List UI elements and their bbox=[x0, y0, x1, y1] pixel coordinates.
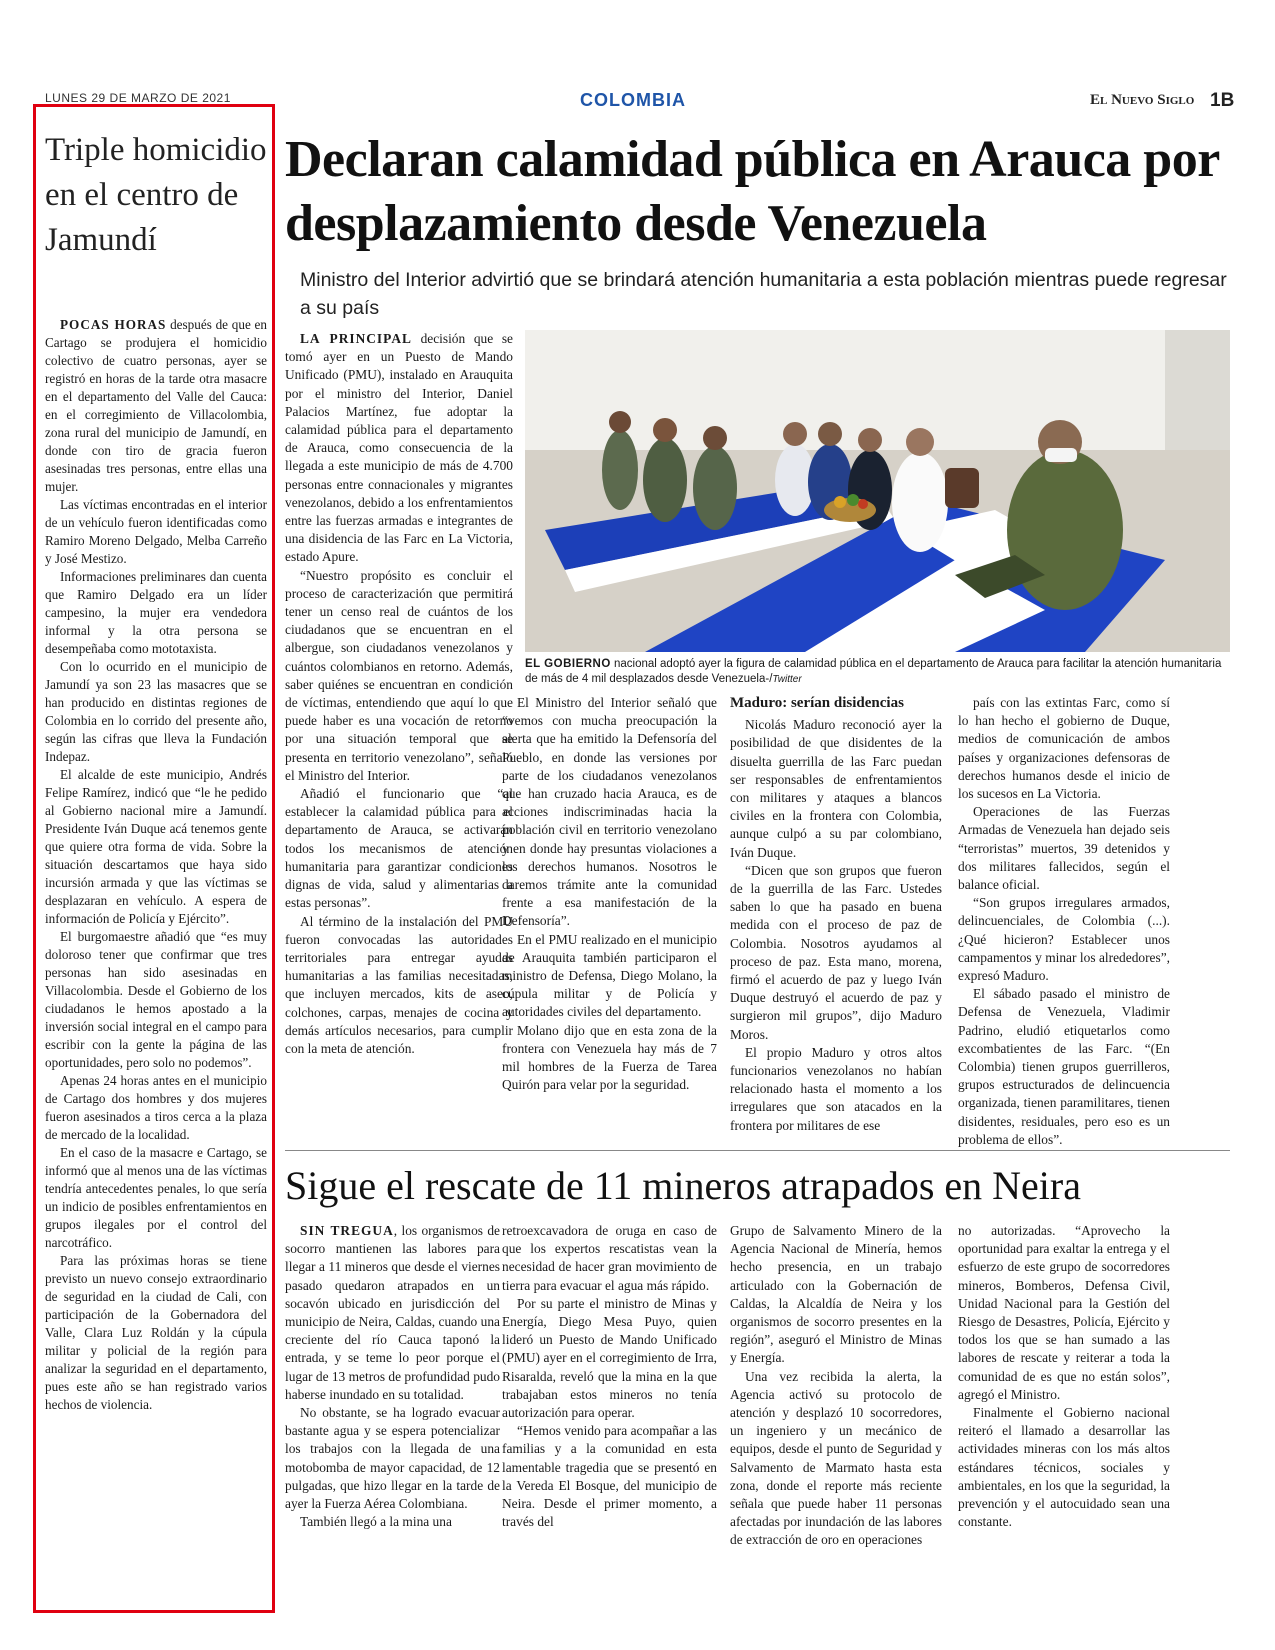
publication-name: El Nuevo Siglo bbox=[1090, 92, 1195, 108]
paragraph: Informaciones preliminares dan cuenta que Ramiro Delgado era un líder campesino, la mujer era vendedora informal y la otra persona se desempeñaba como mototaxista. bbox=[45, 569, 267, 656]
paragraph: En el caso de la masacre e Cartago, se informó que al menos una de las víctimas tendría antecedentes penales, lo que sería un indicio de posibles enfrentamientos en grupos ilegales por el control del narcotráfico. bbox=[45, 1145, 267, 1250]
meeting-photo-illustration bbox=[525, 330, 1230, 652]
section-name: COLOMBIA bbox=[580, 90, 686, 110]
main-subheadline: Ministro del Interior advirtió que se brindará atención humanitaria a esta población mientras puede regresar a su país bbox=[300, 269, 1227, 319]
paragraph: Grupo de Salvamento Minero de la Agencia Nacional de Minería, hemos hecho presencia, en un trabajo articulado con la Gobernación de Caldas, la Alcaldía de Neira y los organismos de socorro presentes en la región”, aseguró el Ministro de Minas y Energía. bbox=[730, 1223, 942, 1366]
paragraph: Al término de la instalación del PMU fueron convocadas las autoridades territoriales para entregar ayudas humanitarias a las familias necesitadas, que incluyen mercados, kits de aseo, colchones, carpas, menajes de cocina y demás artículos necesarios, para cumplir con la meta de atención. bbox=[285, 913, 513, 1056]
paragraph: No obstante, se ha logrado evacuar bastante agua y se espera potencializar los trabajos con la llegada de una motobomba de mayor capacidad, de 12 pulgadas, que hizo llegar en la tarde de ayer la Fuerza Aérea Colombiana. bbox=[285, 1405, 500, 1512]
second-column-4 bbox=[958, 1222, 1170, 1531]
sidebar-headline: Triple homicidio en el centro de Jamundí bbox=[45, 132, 267, 258]
paragraph: El burgomaestre añadió que “es muy doloroso tener que confirmar que tres personas han sido asesinadas en Villacolombia. Desde el Gobierno de los ciudadanos le hemos apostado a la inversión social integral en el campo para escribir con la gente la página de las oportunidades, pero solo no podemos”. bbox=[45, 929, 267, 1070]
paragraph: El propio Maduro y otros altos funcionarios venezolanos no habían relacionado hasta el momento a los irregulares que son atacados en la frontera por militares de ese bbox=[730, 1044, 942, 1133]
paragraph: Por su parte el ministro de Minas y Energía, Diego Mesa Puyo, quien lideró un Puesto de Mando Unificado (PMU) ayer en el corregimiento de Irra, Risaralda, reveló que la mina en la que trabajaban estos mineros no tenía autorización para operar. bbox=[502, 1295, 717, 1421]
paragraph: Apenas 24 horas antes en el municipio de Cartago dos hombres y dos mujeres fueron asesinados a tiros cerca a la plaza de mercado de la localidad. bbox=[45, 1073, 267, 1142]
column-subheading: Maduro: serían disidencias bbox=[730, 695, 904, 711]
paragraph: Nicolás Maduro reconoció ayer la posibilidad de que disidentes de la disuelta guerrilla de las Farc puedan ser responsables de enfrentamientos con militares y ataques a blancos civiles en la frontera con Colombia, aunque culpó a su par colombiano, Iván Duque. bbox=[730, 717, 942, 860]
paragraph: “Hemos venido para acompañar a las familias y a la comunidad en esta lamentable tragedia que se presentó en la Vereda El Bosque, del municipio de Neira. Desde el primer momento, a través del bbox=[502, 1423, 717, 1530]
paragraph: En el PMU realizado en el municipio de Arauquita también participaron el ministro de Defensa, Diego Molano, la cúpula militar y de Policía y autoridades civiles del departamento. bbox=[502, 931, 717, 1020]
lead-label: POCAS HORAS bbox=[60, 317, 167, 332]
main-column-4 bbox=[958, 694, 1170, 1149]
lead-text: , los organismos de socorro mantienen las labores para llegar a 11 mineros que desde el viernes pasado quedaron atrapados en un socavón ubicado en jurisdicción del municipio de Neira, Caldas, cuando una creciente del río Cauca taponó la entrada, y se teme lo peor porque el lugar de 13 metros de profundidad pudo haberse inundado en su totalidad. bbox=[285, 1223, 501, 1402]
main-headline: Declaran calamidad pública en Arauca por desplazamiento desde Venezuela bbox=[285, 131, 1219, 252]
paragraph: El alcalde de este municipio, Andrés Felipe Ramírez, indicó que “le he pedido al Gobierno nacional mire a Jamundí. Presidente Iván Duque acá tenemos gente que quiere otra forma de vida. Sobre la situación descartamos que haya sido incursión armada y que las víctimas se desplazaran en vehículo. A espera de información de Policía y Ejército”. bbox=[45, 767, 267, 926]
paragraph: El Ministro del Interior señaló que “vemos con mucha preocupación la alerta que ha emitido la Defensoría del Pueblo, en donde las versiones por parte de los ciudadanos venezolanos que han cruzado hacia Arauca, es de acciones indiscriminadas hacia la población civil en territorio venezolano y en donde hay presuntas violaciones a los derechos humanos. Nosotros le daremos trámite ante la comunidad frente a esa manifestación de la Defensoría”. bbox=[502, 695, 717, 929]
photo-caption bbox=[525, 657, 1230, 687]
lead-text: decisión que se tomó ayer en un Puesto de Mando Unificado (PMU), instalado en Arauquita por el ministro del Interior, Daniel Palacios Martínez, fue adoptar la calamidad pública para el departamento de Arauca, como consecuencia de la llegada a este municipio de más de 4.700 personas entre connacionales y migrantes venezolanos, debido a los enfrentamientos entre las fuerzas armadas e integrantes de una disidencia de las Farc en La Victoria, estado Apure. bbox=[285, 331, 514, 565]
caption-lead: EL GOBIERNO bbox=[525, 658, 611, 670]
photo-credit: Twitter bbox=[772, 674, 802, 685]
paragraph: Operaciones de las Fuerzas Armadas de Venezuela han dejado seis “terroristas” muertos, 39 detenidos y dos militares fallecidos, según el balance oficial. bbox=[958, 804, 1170, 893]
issue-date: LUNES 29 DE MARZO DE 2021 bbox=[45, 91, 231, 105]
paragraph: El sábado pasado el ministro de Defensa de Venezuela, Vladimir Padrino, eludió etiquetarlos como excombatientes de las Farc. “(En Colombia) tienen grupos guerrilleros, grupos estructurados de delincuencia organizada, tienen paramilitares, tienen disidentes, residuales, pero eso es un problema de ellos”. bbox=[958, 986, 1170, 1147]
paragraph bbox=[285, 1222, 500, 1404]
second-headline: Sigue el rescate de 11 mineros atrapados en Neira bbox=[285, 1163, 1081, 1208]
paragraph: retroexcavadora de oruga en caso de que los expertos rescatistas vean la necesidad de hacer gran movimiento de tierra para evacuar el agua más rápido. bbox=[502, 1223, 717, 1293]
paragraph: “Nuestro propósito es concluir el proceso de caracterización que permitirá tener un censo real de cuántos de los ciudadanos que se encuentran en el albergue, son ciudadanos venezolanos y cuántos colombianos en retorno. Además, saber quiénes se encuentran en condición de víctimas, entendiendo que aquí lo que puede haber es una vocación de retorno por una situación temporal que se presenta en territorio venezolano”, señaló el Ministro del Interior. bbox=[285, 567, 513, 783]
paragraph: Las víctimas encontradas en el interior de un vehículo fueron identificadas como Ramiro Moreno Delgado, Melba Carreño y José Mestizo. bbox=[45, 497, 267, 566]
lead-label: SIN TREGUA bbox=[300, 1223, 394, 1238]
story-divider bbox=[285, 1150, 1230, 1151]
paragraph: “Son grupos irregulares armados, delincuenciales, de Colombia (...). ¿Qué hicieron? Establecer unos campamentos y minar los alrededores”, expresó Maduro. bbox=[958, 895, 1170, 984]
paragraph: Añadió el funcionario que “al establecer la calamidad pública para el departamento de Arauca, se activarán todos los mecanismos de atención humanitaria para garantizar condiciones dignas de vida, salud y alimentarias a estas personas”. bbox=[285, 786, 513, 911]
paragraph: país con las extintas Farc, como sí lo han hecho el gobierno de Duque, medios de comunicación de ambos países y organizaciones defensoras de derechos humanos desde el inicio de los sucesos en La Victoria. bbox=[958, 695, 1170, 802]
news-photo bbox=[525, 330, 1230, 652]
second-column-3 bbox=[730, 1222, 942, 1550]
main-column-3 bbox=[730, 694, 942, 1135]
paragraph: Una vez recibida la alerta, la Agencia activó su protocolo de atención y desplazó 10 socorredores, un ingeniero y un mecánico de equipos, desde el punto de Seguridad y Salvamento de Marmato hasta esta zona, donde el reporte más reciente señala que puede haber 11 personas afectadas por inundación de las labores de extracción de oro en operaciones bbox=[730, 1368, 942, 1548]
paragraph bbox=[45, 316, 267, 496]
main-column-2 bbox=[502, 694, 717, 1094]
caption-text: nacional adoptó ayer la figura de calamidad pública en el departamento de Arauca para facilitar la atención humanitaria de más de 4 mil desplazados desde Venezuela-/ bbox=[525, 658, 1222, 685]
paragraph: “Dicen que son grupos que fueron de la guerrilla de las Farc. Ustedes saben lo que ha pasado en buena medida con el proceso de paz de Colombia. Nosotros ayudamos al proceso de paz. Esta mano, morena, firmó el acuerdo de paz y luego Iván Duque destruyó el acuerdo de paz y surgieron mil grupos”, dijo Maduro Moros. bbox=[730, 862, 942, 1042]
paragraph: Con lo ocurrido en el municipio de Jamundí ya son 23 las masacres que se han producido en distintas regiones de Colombia en lo corrido del presente año, según las cifras que lleva la Fundación Indepaz. bbox=[45, 659, 267, 764]
second-column-2 bbox=[502, 1222, 717, 1531]
paragraph: Molano dijo que en esta zona de la frontera con Venezuela hay más de 7 mil hombres de la Fuerza de Tarea Quirón para velar por la seguridad. bbox=[502, 1022, 717, 1093]
page-number: 1B bbox=[1210, 90, 1235, 111]
main-column-1 bbox=[285, 330, 513, 1058]
paragraph: También llegó a la mina una bbox=[300, 1514, 452, 1530]
second-column-1 bbox=[285, 1222, 500, 1531]
paragraph bbox=[285, 330, 513, 567]
lead-text: después de que en Cartago se produjera el homicidio colectivo de cuatro personas, ayer se registró en horas de la tarde otra masacre en el departamento del Valle del Cauca: en el corregimiento de Villacolombia, zona rural del municipio de Jamundí, en donde con tiro de gracia fueron asesinadas tres personas, entre ellas una mujer. bbox=[45, 317, 268, 494]
lead-label: LA PRINCIPAL bbox=[300, 331, 412, 346]
sidebar-article-body bbox=[45, 316, 267, 1414]
paragraph: Para las próximas horas se tiene previsto un nuevo consejo extraordinario de seguridad en la ciudad de Cali, con participación de la Gobernadora del Valle, Clara Luz Roldán y la cúpula militar y policial de la región para analizar la seguridad en el departamento, pues este año se han registrado varios hechos de violencia. bbox=[45, 1253, 267, 1412]
paragraph: Finalmente el Gobierno nacional reiteró el llamado a desarrollar las actividades mineras con los más altos estándares técnicos, sociales y ambientales, en los que la seguridad, la prevención y el autocuidado sean una constante. bbox=[958, 1405, 1170, 1530]
paragraph: no autorizadas. “Aprovecho la oportunidad para exaltar la entrega y el esfuerzo de este grupo de socorredores mineros, Bomberos, Defensa Civil, Unidad Nacional para la Gestión del Riesgo de Desastres, Policía, Ejército y todos los que se han sumado a las labores de rescate y reiterar a toda la comunidad de es que no están solos”, agregó el Ministro. bbox=[958, 1223, 1170, 1402]
